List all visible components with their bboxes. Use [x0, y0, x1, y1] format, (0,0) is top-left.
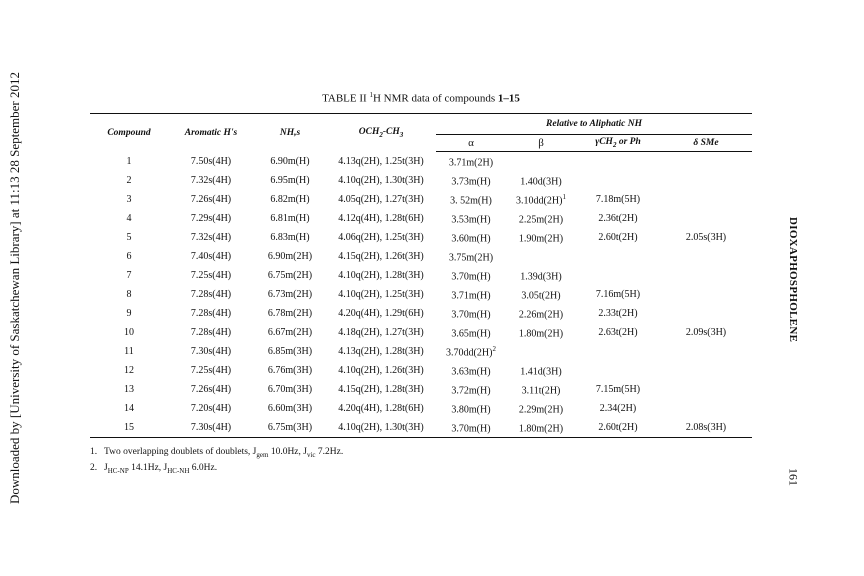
gamma-header-a: γ — [595, 137, 600, 148]
table-row — [90, 323, 752, 342]
table-row — [90, 228, 752, 247]
cell-gamma-value: 7.16m(5H) — [595, 289, 641, 300]
cell-beta-value: 2.25m(2H) — [518, 214, 564, 226]
cell-beta — [506, 361, 576, 380]
cell-compound-value: 14 — [124, 403, 134, 414]
cell-nh — [254, 152, 326, 172]
table-row — [90, 304, 752, 323]
cell-aromatic — [168, 399, 254, 418]
table-row — [90, 247, 752, 266]
cell-gamma — [576, 380, 660, 399]
cell-aromatic — [168, 285, 254, 304]
cell-beta — [506, 152, 576, 172]
col-header-alpha: α — [436, 135, 506, 152]
cell-compound-value: 1 — [126, 155, 132, 167]
cell-beta — [506, 323, 576, 342]
cell-nh — [254, 304, 326, 323]
cell-aromatic-value: 7.28s(4H) — [190, 308, 232, 319]
cell-smet — [660, 380, 752, 399]
cell-compound — [90, 171, 168, 190]
cell-och-value: 4.15q(2H), 1.26t(3H) — [338, 251, 424, 262]
cell-nh — [254, 380, 326, 399]
cell-gamma — [576, 247, 660, 266]
cell-gamma — [576, 323, 660, 342]
cell-och-value: 4.10q(2H), 1.26t(3H) — [338, 365, 424, 376]
cell-och — [326, 399, 436, 418]
cell-gamma-value: 2.34(2H) — [599, 403, 637, 414]
cell-gamma-value: 2.36t(2H) — [598, 213, 638, 224]
cell-compound — [90, 342, 168, 361]
cell-nh-value: 6.75m(2H) — [267, 270, 313, 281]
cell-compound-value: 9 — [126, 308, 132, 319]
table-title-rest: H NMR data of compounds — [372, 92, 498, 105]
cell-och — [326, 361, 436, 380]
cell-smet — [660, 171, 752, 190]
cell-compound-value: 4 — [126, 213, 132, 224]
cell-gamma — [576, 342, 660, 361]
cell-smet — [660, 190, 752, 209]
cell-alpha-value: 3.72m(H) — [451, 385, 491, 397]
cell-nh-value: 6.82m(H) — [270, 194, 310, 205]
footnote-number: 1. — [90, 447, 98, 457]
cell-aromatic — [168, 380, 254, 399]
cell-alpha — [436, 190, 506, 209]
cell-compound-value: 13 — [124, 384, 134, 395]
cell-alpha-value: 3.73m(H) — [451, 176, 491, 188]
cell-beta-value: 1.80m(2H) — [518, 423, 564, 435]
cell-compound-value: 8 — [126, 289, 132, 300]
cell-alpha-value: 3.53m(H) — [451, 214, 491, 226]
footnote-text: Two overlapping doublets of doublets, J — [104, 447, 257, 457]
cell-alpha-value: 3.60m(H) — [451, 233, 491, 245]
table-title-bold: 1–15 — [497, 92, 520, 105]
cell-beta-value: 1.40d(3H) — [520, 176, 562, 188]
cell-gamma-value: 2.60t(2H) — [598, 422, 638, 433]
page-number — [786, 462, 800, 492]
cell-alpha-value: 3.63m(H) — [451, 366, 491, 378]
col-header-relative: Relative to Aliphatic NH — [436, 114, 752, 135]
cell-gamma-value: 2.63t(2H) — [598, 327, 638, 338]
cell-aromatic — [168, 247, 254, 266]
cell-och-value: 4.20q(4H), 1.28t(6H) — [338, 403, 424, 414]
cell-compound-value: 3 — [126, 194, 132, 205]
col-header-beta: β — [506, 135, 576, 152]
cell-aromatic-value: 7.25s(4H) — [190, 365, 232, 376]
cell-alpha-value: 3.75m(2H) — [448, 252, 494, 264]
gamma-header-c: or Ph — [616, 137, 641, 148]
cell-beta — [506, 247, 576, 266]
cell-compound — [90, 323, 168, 342]
cell-nh-value: 6.85m(3H) — [267, 346, 313, 357]
cell-alpha — [436, 342, 506, 361]
cell-aromatic — [168, 266, 254, 285]
col-header-och — [326, 114, 436, 152]
cell-aromatic-value: 7.28s(4H) — [190, 327, 232, 338]
cell-smet — [660, 152, 752, 172]
cell-smet — [660, 399, 752, 418]
footnote-subscript: HC-NH — [167, 466, 190, 475]
cell-beta-value: 1.41d(3H) — [520, 366, 562, 378]
cell-smet — [660, 266, 752, 285]
cell-och-value: 4.10q(2H), 1.30t(3H) — [338, 175, 424, 186]
cell-aromatic — [168, 209, 254, 228]
table-row — [90, 152, 752, 172]
cell-och — [326, 418, 436, 438]
cell-alpha-value: 3.71m(H) — [451, 290, 491, 302]
cell-gamma-value: 7.15m(5H) — [595, 384, 641, 395]
cell-alpha — [436, 247, 506, 266]
running-head — [784, 200, 802, 360]
cell-smet-value: 2.05s(3H) — [685, 232, 727, 243]
cell-nh-value: 6.81m(H) — [270, 213, 310, 224]
cell-nh-value: 6.70m(3H) — [267, 384, 313, 395]
footnote-text: 7.2Hz. — [315, 447, 344, 457]
cell-aromatic-value: 7.30s(4H) — [190, 346, 232, 357]
cell-nh-value: 6.60m(3H) — [267, 403, 313, 414]
cell-compound — [90, 285, 168, 304]
cell-beta-value: 2.26m(2H) — [518, 309, 564, 321]
cell-aromatic — [168, 152, 254, 172]
cell-gamma — [576, 209, 660, 228]
cell-beta-value: 2.29m(2H) — [518, 404, 564, 416]
cell-aromatic-value: 7.32s(4H) — [190, 175, 232, 186]
cell-nh — [254, 285, 326, 304]
cell-smet — [660, 342, 752, 361]
page-number-text: 161 — [786, 468, 801, 486]
cell-compound-value: 12 — [124, 365, 134, 376]
cell-smet — [660, 304, 752, 323]
cell-nh — [254, 266, 326, 285]
cell-och-value: 4.06q(2H), 1.25t(3H) — [338, 232, 424, 243]
cell-och — [326, 152, 436, 172]
cell-och-value: 4.13q(2H), 1.28t(3H) — [338, 346, 424, 357]
cell-compound — [90, 247, 168, 266]
cell-compound — [90, 380, 168, 399]
cell-aromatic — [168, 171, 254, 190]
cell-nh-value: 6.90m(2H) — [267, 251, 313, 262]
cell-alpha — [436, 380, 506, 399]
cell-alpha — [436, 266, 506, 285]
download-watermark-text: Downloaded by [University of Saskatchewan Library] at 11:13 28 September 2012 — [7, 71, 22, 505]
cell-alpha — [436, 399, 506, 418]
cell-aromatic — [168, 342, 254, 361]
nmr-table — [90, 113, 752, 438]
cell-alpha — [436, 171, 506, 190]
cell-gamma — [576, 418, 660, 438]
cell-beta — [506, 266, 576, 285]
cell-compound — [90, 418, 168, 438]
cell-compound — [90, 209, 168, 228]
cell-beta-value: 1.90m(2H) — [518, 233, 564, 245]
table-body — [90, 152, 752, 438]
cell-beta — [506, 418, 576, 438]
cell-gamma-value: 7.18m(5H) — [595, 194, 641, 205]
cell-compound — [90, 228, 168, 247]
cell-nh-value: 6.78m(2H) — [267, 308, 313, 319]
cell-aromatic-value: 7.26s(4H) — [190, 194, 232, 205]
table-title — [90, 91, 752, 105]
cell-aromatic — [168, 304, 254, 323]
cell-gamma — [576, 171, 660, 190]
cell-alpha — [436, 209, 506, 228]
cell-gamma — [576, 190, 660, 209]
cell-alpha — [436, 418, 506, 438]
cell-beta-value: 3.10dd(2H) — [516, 195, 563, 207]
cell-och-value: 4.15q(2H), 1.28t(3H) — [338, 384, 424, 395]
cell-smet — [660, 209, 752, 228]
cell-compound-value: 15 — [124, 422, 134, 433]
cell-alpha-value: 3.70m(H) — [451, 423, 491, 435]
cell-nh-value: 6.75m(3H) — [267, 422, 313, 433]
cell-nh-value: 6.83m(H) — [270, 232, 310, 243]
cell-alpha-value: 3. 52m(H) — [450, 195, 492, 207]
cell-beta — [506, 209, 576, 228]
cell-nh-value: 6.73m(2H) — [267, 289, 313, 300]
cell-och — [326, 285, 436, 304]
cell-beta — [506, 171, 576, 190]
cell-nh — [254, 190, 326, 209]
cell-gamma-value: 2.60t(2H) — [598, 232, 638, 243]
cell-alpha-value: 3.70dd(2H) — [446, 347, 493, 359]
cell-beta-value: 1.39d(3H) — [520, 271, 562, 283]
cell-beta — [506, 285, 576, 304]
cell-smet-value: 2.09s(3H) — [685, 327, 727, 338]
cell-beta-value: 3.05t(2H) — [521, 290, 561, 302]
table-title-prefix: TABLE II — [322, 92, 370, 105]
table-row — [90, 171, 752, 190]
col-header-gamma — [576, 135, 660, 152]
cell-och — [326, 247, 436, 266]
cell-compound-value: 10 — [124, 327, 134, 338]
cell-alpha — [436, 304, 506, 323]
cell-beta-value: 1.80m(2H) — [518, 328, 564, 340]
och-header-a: OCH — [358, 126, 380, 137]
cell-smet — [660, 228, 752, 247]
table-row — [90, 266, 752, 285]
cell-aromatic-value: 7.25s(4H) — [190, 270, 232, 281]
footnote-subscript: gem — [256, 450, 269, 459]
cell-aromatic — [168, 228, 254, 247]
col-header-nh: NH,s — [254, 114, 326, 152]
cell-alpha — [436, 228, 506, 247]
cell-nh — [254, 399, 326, 418]
cell-compound — [90, 399, 168, 418]
cell-och — [326, 171, 436, 190]
cell-alpha-value: 3.70m(H) — [451, 309, 491, 321]
cell-beta-value: 3.11t(2H) — [521, 385, 561, 397]
cell-gamma — [576, 399, 660, 418]
footnotes — [90, 446, 343, 478]
cell-beta — [506, 399, 576, 418]
cell-och-value: 4.10q(2H), 1.28t(3H) — [338, 270, 424, 281]
footnote-ref: 2 — [492, 344, 496, 353]
cell-smet — [660, 361, 752, 380]
och-header-sub2: 3 — [399, 130, 404, 139]
footnote-ref: 1 — [562, 192, 566, 201]
cell-nh — [254, 209, 326, 228]
cell-compound — [90, 190, 168, 209]
table-row — [90, 418, 752, 438]
cell-alpha — [436, 361, 506, 380]
cell-nh — [254, 323, 326, 342]
cell-nh — [254, 361, 326, 380]
cell-aromatic-value: 7.30s(4H) — [190, 422, 232, 433]
cell-nh — [254, 171, 326, 190]
cell-och-value: 4.13q(2H), 1.25t(3H) — [338, 155, 424, 167]
cell-compound-value: 5 — [126, 232, 132, 243]
cell-nh-value: 6.90m(H) — [270, 155, 310, 167]
cell-och-value: 4.05q(2H), 1.27t(3H) — [338, 194, 424, 205]
cell-beta — [506, 190, 576, 209]
table-row — [90, 361, 752, 380]
cell-smet — [660, 247, 752, 266]
cell-beta — [506, 380, 576, 399]
col-header-aromatic: Aromatic H's — [168, 114, 254, 152]
cell-compound-value: 11 — [124, 346, 134, 357]
cell-compound-value: 6 — [126, 251, 132, 262]
och-header-b: -CH — [382, 126, 400, 137]
cell-gamma — [576, 266, 660, 285]
footnote-number: 2. — [90, 462, 98, 473]
cell-nh-value: 6.95m(H) — [270, 175, 310, 186]
cell-alpha-value: 3.65m(H) — [451, 328, 491, 340]
cell-aromatic-value: 7.50s(4H) — [190, 155, 232, 167]
cell-alpha-value: 3.71m(2H) — [448, 157, 494, 169]
cell-och — [326, 266, 436, 285]
cell-och — [326, 342, 436, 361]
cell-och — [326, 380, 436, 399]
footnote-subscript: HC-NP — [107, 466, 129, 475]
footnote-text: 10.0Hz, J — [268, 447, 307, 457]
cell-och-value: 4.18q(2H), 1.27t(3H) — [338, 327, 424, 338]
table-row — [90, 399, 752, 418]
cell-gamma-value: 2.33t(2H) — [598, 308, 638, 319]
cell-aromatic-value: 7.20s(4H) — [190, 403, 232, 414]
cell-och-value: 4.10q(2H), 1.25t(3H) — [338, 289, 424, 300]
cell-och-value: 4.20q(4H), 1.29t(6H) — [338, 308, 424, 319]
cell-alpha — [436, 285, 506, 304]
cell-smet — [660, 323, 752, 342]
cell-smet — [660, 418, 752, 438]
cell-aromatic-value: 7.29s(4H) — [190, 213, 232, 224]
cell-compound — [90, 266, 168, 285]
cell-gamma — [576, 152, 660, 172]
cell-beta — [506, 228, 576, 247]
cell-nh — [254, 228, 326, 247]
gamma-header-sub: 2 — [612, 140, 617, 149]
cell-och-value: 4.10q(2H), 1.30t(3H) — [338, 422, 424, 433]
cell-aromatic — [168, 361, 254, 380]
cell-nh — [254, 418, 326, 438]
table-row — [90, 380, 752, 399]
cell-aromatic-value: 7.40s(4H) — [190, 251, 232, 262]
running-head-text: DIOXAPHOSPHOLENE — [787, 217, 799, 343]
cell-compound — [90, 361, 168, 380]
cell-beta — [506, 304, 576, 323]
table-row — [90, 285, 752, 304]
col-header-smet: δ SMe — [660, 135, 752, 152]
cell-aromatic-value: 7.28s(4H) — [190, 289, 232, 300]
cell-gamma — [576, 285, 660, 304]
table-title-sup: 1 — [369, 91, 373, 99]
cell-compound-value: 7 — [126, 270, 132, 281]
cell-beta — [506, 342, 576, 361]
cell-och — [326, 304, 436, 323]
footnote-text: 14.1Hz, J — [128, 462, 168, 473]
cell-alpha — [436, 152, 506, 172]
och-header-sub: 2 — [379, 130, 383, 139]
table-row — [90, 190, 752, 209]
footnote-text: J — [104, 462, 108, 473]
cell-aromatic — [168, 323, 254, 342]
cell-alpha-value: 3.80m(H) — [451, 404, 491, 416]
cell-och — [326, 209, 436, 228]
cell-compound-value: 2 — [126, 175, 132, 186]
col-header-compound: Compound — [90, 114, 168, 152]
cell-smet — [660, 285, 752, 304]
footnote-subscript: vic — [306, 450, 316, 459]
cell-alpha-value: 3.70m(H) — [451, 271, 491, 283]
cell-och — [326, 228, 436, 247]
cell-nh — [254, 342, 326, 361]
footnote-text: 6.0Hz. — [189, 462, 218, 473]
footnote — [90, 446, 343, 462]
cell-och-value: 4.12q(4H), 1.28t(6H) — [338, 213, 424, 224]
cell-compound — [90, 152, 168, 172]
cell-och — [326, 190, 436, 209]
cell-smet-value: 2.08s(3H) — [685, 422, 727, 433]
cell-och — [326, 323, 436, 342]
table-row — [90, 342, 752, 361]
footnote — [90, 462, 343, 478]
cell-aromatic — [168, 418, 254, 438]
table-row — [90, 209, 752, 228]
cell-alpha — [436, 323, 506, 342]
download-watermark — [4, 16, 26, 560]
cell-nh-value: 6.67m(2H) — [267, 327, 313, 338]
cell-aromatic-value: 7.32s(4H) — [190, 232, 232, 243]
cell-aromatic-value: 7.26s(4H) — [190, 384, 232, 395]
cell-nh — [254, 247, 326, 266]
cell-aromatic — [168, 190, 254, 209]
gamma-header-b: CH — [599, 137, 613, 148]
cell-gamma — [576, 228, 660, 247]
cell-nh-value: 6.76m(3H) — [267, 365, 313, 376]
cell-gamma — [576, 304, 660, 323]
cell-compound — [90, 304, 168, 323]
cell-gamma — [576, 361, 660, 380]
